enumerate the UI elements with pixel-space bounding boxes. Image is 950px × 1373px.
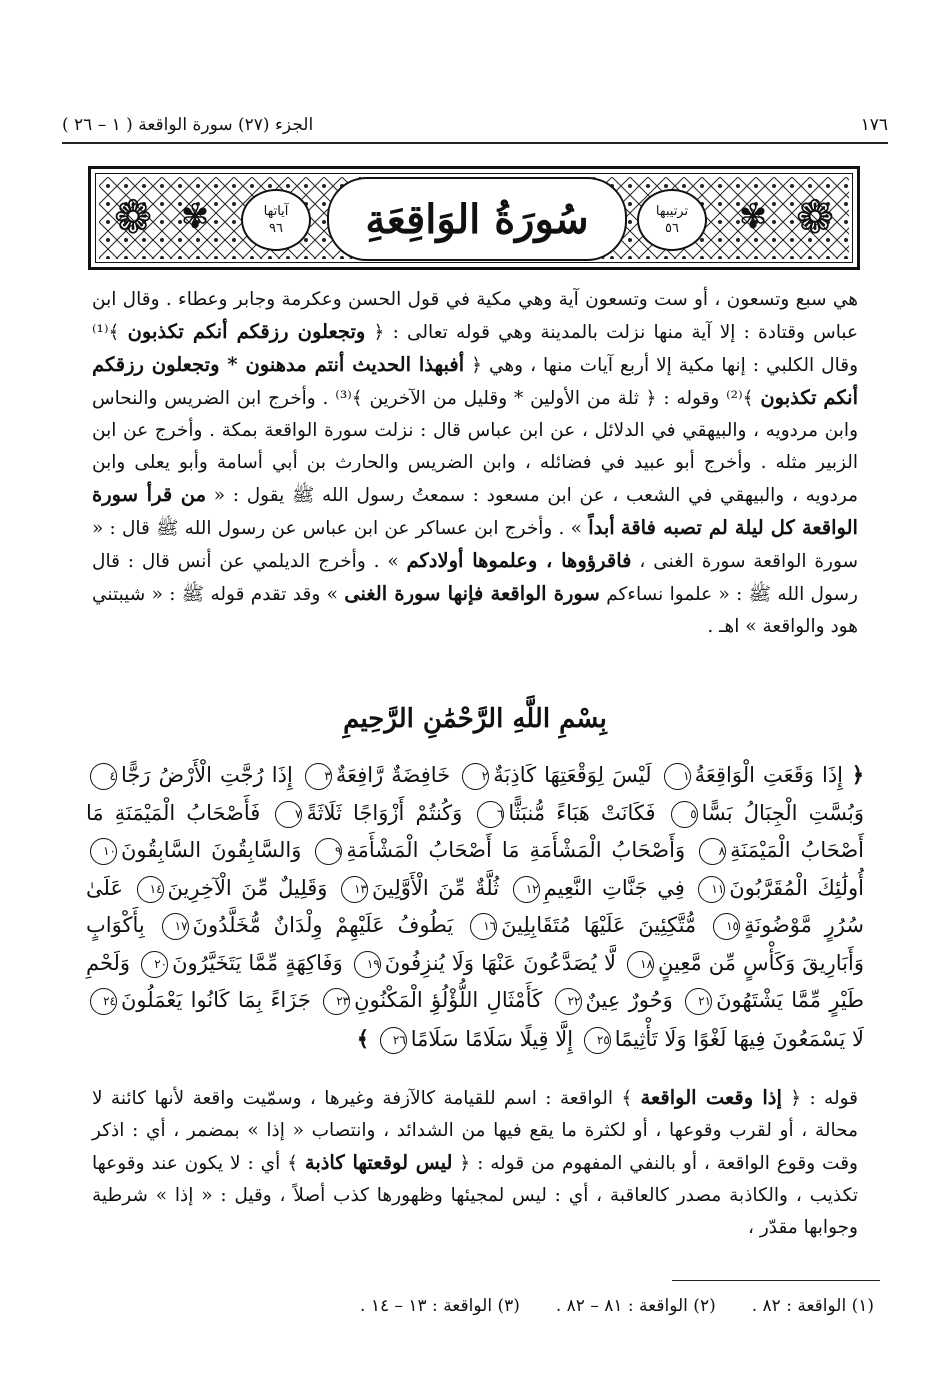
running-head	[62, 112, 888, 138]
surah-title: سُورَةُ الوَاقِعَةِ	[365, 195, 589, 243]
verse-number-badge: ١٥	[713, 913, 740, 940]
intro-line: هي سبع وتسعون ، أو ست وتسعون آية وهي مكية في قول الحسن وعكرمة وجابر وعطاء . وقال ابن	[92, 289, 858, 310]
commentary-line: وقوع الواقعة ، أو بالنفي المفهوم من قوله : ﴿	[452, 1153, 816, 1174]
verse-text: وَبُسَّتِ الْجِبَالُ بَسًّا	[701, 800, 864, 825]
footnote-item: (٢) الواقعة : ٨١ – ٨٢ .	[555, 1296, 716, 1316]
verse-number-badge: ١٢	[513, 876, 540, 903]
verse-text: وَفَاكِهَةٍ مِّمَّا يَتَخَيَّرُونَ	[172, 950, 343, 975]
verse-number-badge: ٢٤	[90, 988, 117, 1015]
verse-number-badge: ٣	[305, 763, 332, 790]
footnote-item: (١) الواقعة : ٨٢ .	[751, 1296, 874, 1316]
verse-text: فَكَانَتْ هَبَاءً مُّنبَثًّا	[508, 800, 656, 825]
footnotes	[92, 1296, 874, 1316]
intro-bold-phrase: فاقرؤوها ، وعلموها أولادكم	[406, 549, 632, 572]
verse-number-badge: ١٩	[354, 951, 381, 978]
verse-text: لَا يَسْمَعُونَ فِيهَا لَغْوًا وَلَا تَأْثِيمًا	[614, 1026, 864, 1051]
quran-close-bracket: ﴾	[356, 1025, 370, 1051]
intro-bold-phrase: سورة الواقعة فإنها سورة الغنى	[344, 582, 600, 605]
verses-label: آياتها	[263, 204, 289, 219]
intro-bold-phrase: أبداً	[588, 516, 615, 539]
verse-text: فِي جَنَّاتِ النَّعِيمِ	[543, 875, 685, 900]
verse-number-badge: ٢	[462, 763, 489, 790]
intro-line: الكلبي : إنها مكية إلا أربع آيات منها ، وهي ﴿	[464, 355, 815, 376]
verse-number-badge: ٩	[315, 838, 342, 865]
verse-number-badge: ٨	[699, 838, 726, 865]
commentary-line: محالة ، أو لقرب وقوعها ، أو لكثرة ما يقع فيها من الشدائد ، وانتصاب « إذا » بمضمر ، أي : اذكر وقت	[92, 1120, 858, 1174]
floral-ornament-icon: ❁	[113, 190, 153, 244]
verse-text: بِأَكْوَابٍ وَأَبَارِيقَ وَكَأْسٍ مِّن مَّعِينٍ	[86, 913, 864, 975]
header-divider	[62, 142, 888, 144]
verse-number-badge: ١٦	[470, 913, 497, 940]
verse-number-badge: ٢٣	[323, 988, 350, 1015]
verse-number-badge: ٢١	[685, 988, 712, 1015]
quran-verses	[86, 756, 864, 1058]
intro-line-tail: » . وأخرج الديلمي عن أنس قال : قال رسول الله ﷺ : « علموا نساءكم	[92, 551, 858, 605]
intro-line: وأخرج أبو عبيد في فضائله ، وابن الضريس والحارث بن أبي أسامة وأبو يعلى وابن مردويه ، والبيهقي في	[92, 452, 858, 506]
verse-text: جَزَاءً بِمَا كَانُوا يَعْمَلُونَ	[121, 988, 311, 1012]
verse-text: مُّتَّكِئِينَ عَلَيْهَا مُتَقَابِلِينَ	[501, 913, 697, 937]
commentary-line-tail: ﴾ الواقعة : اسم للقيامة كالآزفة وغيرها ، وسمّيت واقعة لأنها كائنة لا	[92, 1088, 641, 1109]
commentary-bold-phrase: إذا وقعت الواقعة	[640, 1086, 782, 1109]
verse-number-badge: ٢٠	[141, 951, 168, 978]
verse-number-badge: ١١	[698, 876, 725, 903]
intro-text	[92, 284, 858, 643]
verse-text: ثُلَّةٌ مِّنَ الْأَوَّلِينَ	[372, 875, 500, 900]
order-label: ترتيبها	[655, 204, 689, 219]
verse-number-badge: ٥	[671, 801, 698, 828]
verse-text: عَلَىٰ سُرُرٍ مَّوْضُونَةٍ	[86, 875, 864, 937]
verse-number-badge: ١٧	[162, 913, 189, 940]
verse-number-badge: ١٣	[341, 876, 368, 903]
surah-banner	[88, 166, 860, 270]
verse-text: إِلَّا قِيلًا سَلَامًا سَلَامًا	[410, 1026, 574, 1051]
floral-ornament-icon: ❁	[795, 190, 835, 244]
surah-order-badge	[637, 189, 707, 251]
verse-text: وَحُورٌ عِينٌ	[585, 988, 673, 1012]
verse-text: يَطُوفُ عَلَيْهِمْ وِلْدَانٌ مُّخَلَّدُونَ	[192, 913, 454, 937]
verse-text: إِذَا رُجَّتِ الْأَرْضُ رَجًّا	[121, 763, 293, 787]
verse-number-badge: ١٨	[627, 951, 654, 978]
verse-text: وَالسَّابِقُونَ السَّابِقُونَ	[121, 838, 302, 862]
verse-text: وَكُنتُمْ أَزْوَاجًا ثَلَاثَةً	[306, 800, 463, 825]
footnote-item: (٣) الواقعة : ١٣ – ١٤ .	[360, 1296, 520, 1316]
quran-open-bracket: ﴿	[843, 762, 865, 787]
verse-text: فَأَصْحَابُ الْمَيْمَنَةِ مَا أَصْحَابُ الْمَيْمَنَةِ	[86, 800, 864, 862]
verse-number-badge: ٢٢	[555, 988, 582, 1015]
commentary-line: قوله : ﴿	[781, 1088, 858, 1109]
intro-line: عباس وقتادة : إلا آية منها نزلت بالمدينة وهي قوله تعالى : ﴿	[365, 322, 859, 343]
intro-bold-phrase: من قرأ سورة الواقعة كل ليلة لم تصبه فاقة	[92, 483, 858, 539]
verse-text: كَأَمْثَالِ اللُّؤْلُؤِ الْمَكْنُونِ	[354, 988, 543, 1012]
verse-text: أُولَٰئِكَ الْمُقَرَّبُونَ	[729, 875, 864, 900]
running-title: الجزء (٢٧) سورة الواقعة ( ١ – ٢٦ )	[62, 115, 314, 135]
verse-text: لَيْسَ لِوَقْعَتِهَا كَاذِبَةٌ	[493, 763, 652, 787]
intro-line-tail: » وقد تقدم قوله ﷺ : « شيبتني هود والواقعة » اهـ .	[92, 584, 858, 637]
verse-number-badge: ١٤	[137, 876, 164, 903]
intro-line-tail: » . وأخرج ابن عساكر عن ابن عباس عن رسول الله ﷺ قال : « سورة الواقعة سورة الغنى ،	[92, 518, 859, 572]
verse-text: وَقَلِيلٌ مِّنَ الْآخِرِينَ	[167, 875, 328, 900]
verse-number-badge: ١٠	[90, 838, 117, 865]
intro-bold-phrase: أفبهذا الحديث أنتم مدهنون * وتجعلون رزقكم أنكم	[92, 353, 859, 409]
basmala: بِسْمِ اللَّهِ الرَّحْمَٰنِ الرَّحِيمِ	[343, 704, 607, 734]
intro-line: مردويه ، والبيهقي في الدلائل ، عن ابن عباس قال : نزلت سورة الواقعة بمكة . وأخرج عن ابن الزبير مثله .	[92, 420, 858, 473]
verse-count-badge	[241, 189, 311, 251]
rosette-icon: ✾	[180, 197, 210, 237]
verse-number-badge: ٤	[90, 763, 117, 790]
verse-text: لَّا يُصَدَّعُونَ عَنْهَا وَلَا يُنزِفُونَ	[384, 950, 616, 975]
page-number: ١٧٦	[860, 115, 888, 135]
surah-title-cartouche	[327, 177, 627, 261]
commentary-bold-phrase: ليس لوقعتها كاذبة	[304, 1151, 453, 1174]
order-value: ٥٦	[665, 221, 679, 236]
rosette-icon: ✾	[738, 197, 768, 237]
intro-line-tail: ﴾⁽²⁾ وقوله : ﴿ ثلة من الأولين * وقليل من الآخرين ﴾⁽³⁾ . وأخرج ابن الضريس والنحاس وابن	[92, 388, 859, 441]
verse-number-badge: ١	[664, 763, 691, 790]
verses-value: ٩٦	[269, 221, 283, 236]
verse-text: إِذَا وَقَعَتِ الْوَاقِعَةُ	[694, 763, 844, 787]
commentary-text	[92, 1082, 858, 1244]
intro-bold-phrase: تكذبون	[760, 386, 817, 409]
verse-number-badge: ٦	[477, 801, 504, 828]
verse-text: خَافِضَةٌ رَّافِعَةٌ	[335, 763, 451, 787]
intro-line: الشعب ، عن ابن مسعود : سمعتُ رسول الله ﷺ يقول : «	[206, 485, 681, 506]
verse-number-badge: ٧	[275, 801, 302, 828]
intro-line-tail: ﴾⁽¹⁾ وقال	[92, 322, 859, 376]
verse-text: وَأَصْحَابُ الْمَشْأَمَةِ مَا أَصْحَابُ الْمَشْأَمَةِ	[346, 838, 686, 862]
verse-text: وَلَحْمِ طَيْرٍ مِّمَّا يَشْتَهُونَ	[86, 950, 864, 1012]
intro-bold-phrase: وتجعلون رزقكم أنكم تكذبون	[127, 320, 366, 343]
verse-number-badge: ٢٥	[584, 1027, 611, 1054]
verse-number-badge: ٢٦	[380, 1027, 407, 1054]
commentary-line-tail: ﴾ أي : لا يكون عند وقوعها تكذيب ،	[92, 1153, 858, 1206]
commentary-line: والكاذبة مصدر كالعاقبة ، أي : ليس لمجيئها وظهورها كذب أصلاً ، وقيل : « إذا » شرطية وجوابها مقدّر ،	[92, 1185, 858, 1238]
footnote-divider	[672, 1280, 880, 1281]
